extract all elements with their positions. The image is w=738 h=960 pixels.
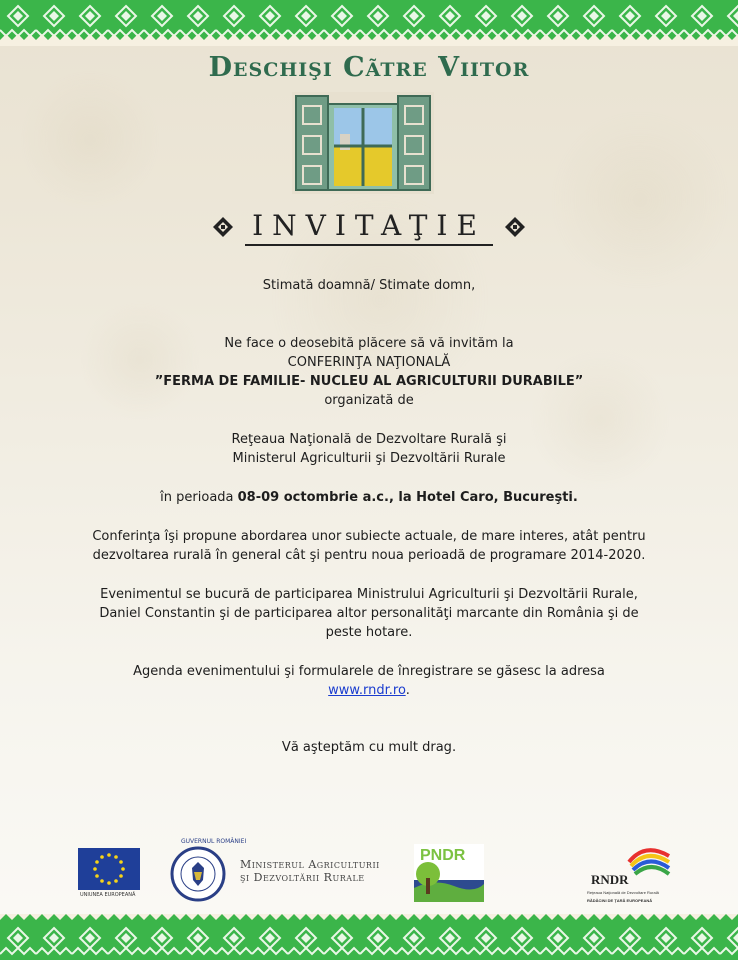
window-illustration [292,92,434,194]
eu-caption: UNIUNEA EUROPEANĂ [80,892,136,898]
intro-line: Ne face o deosebită plăcere să vă invităm la [224,336,514,351]
participation-line-2: Daniel Constantin şi de participarea altor personalităţi marcante din România şi de [99,606,639,621]
closing-line: Vă aşteptăm cu mult drag. [281,740,457,755]
organized-by: organizată de [324,393,414,408]
period-prefix: în perioada [160,490,238,505]
organizer-line-2: Ministerul Agriculturii şi Dezvoltării Rurale [232,451,506,466]
period-details: 08-09 octombrie a.c., la Hotel Caro, Bucureşti. [237,490,578,505]
purpose-line-2: dezvoltarea rurală în general cât şi pentru noua perioadă de programare 2014-2020. [92,548,646,563]
folk-ornament-icon [504,216,526,238]
eu-stars-icon [78,848,140,890]
event-period [40,488,698,507]
ministry-line-1: Ministerul Agriculturii [240,858,380,871]
agenda-line: Agenda evenimentului şi formularele de înregistrare se găsesc la adresa [133,664,605,679]
website-link[interactable]: www.rndr.ro [328,683,406,698]
invitation-heading: INVITAŢIE [245,208,493,246]
rndr-logo [585,838,677,910]
participation-line-1: Evenimentul se bucură de participarea Ministrului Agriculturii şi Dezvoltării Rurale, [100,587,638,602]
pndr-label: PNDR [420,847,466,864]
campaign-title: Deschişi Cãtre Viitor [208,52,530,83]
rndr-subtitle: Reţeaua Naţională de Dezvoltare Rurală [587,890,659,895]
rndr-motto: RĂDĂCINI DE ŢARĂ EUROPEANĂ [587,898,653,903]
folk-pattern [0,0,738,46]
top-ornament-band [0,0,738,46]
rndr-label: RNDR [591,872,629,887]
website-line [40,681,698,700]
government-seal-logo [170,846,226,902]
folk-pattern [0,914,738,960]
ministry-logo-text [240,858,380,884]
eu-flag-logo [78,848,140,890]
folk-ornament-icon [212,216,234,238]
invitation-heading-row [0,208,738,250]
conference-title: ”FERMA DE FAMILIE- NUCLEU AL AGRICULTURII DURABILE” [154,374,584,389]
ministry-line-2: şi Dezvoltării Rurale [240,871,365,884]
bottom-ornament-band [0,914,738,960]
organizer-line-1: Reţeaua Naţională de Dezvoltare Rurală şi [231,432,507,447]
sponsor-logos [0,830,738,910]
participation-line-3: peste hotare. [325,625,413,640]
website-suffix: . [405,683,410,698]
government-caption: GUVERNUL ROMÂNIEI [181,838,247,845]
conference-label: CONFERINŢA NAŢIONALĂ [287,355,451,370]
greeting: Stimată doamnă/ Stimate domn, [262,278,476,293]
purpose-line-1: Conferinţa îşi propune abordarea unor subiecte actuale, de mare interes, atât pentru [92,529,646,544]
pndr-logo [414,844,484,902]
